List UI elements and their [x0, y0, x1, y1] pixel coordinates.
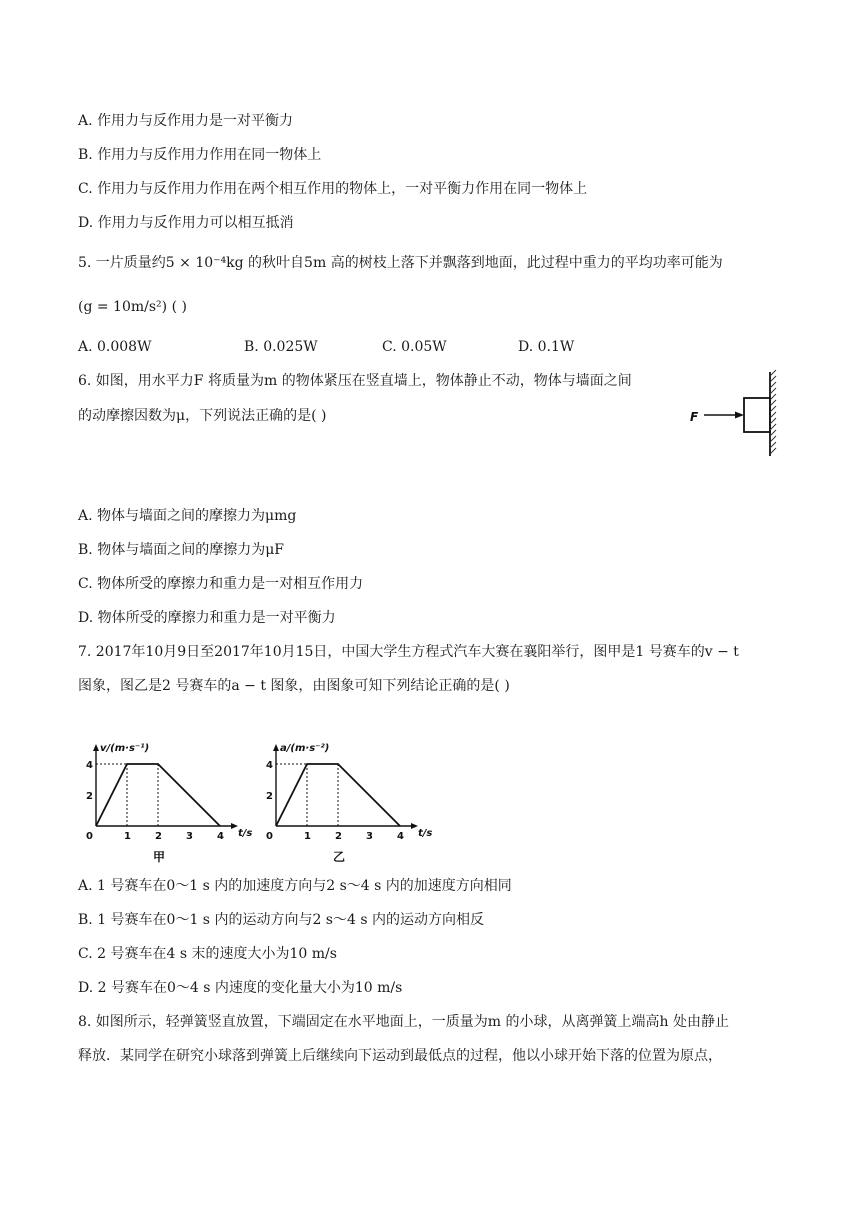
q4-option-d: D. 作用力与反作用力可以相互抵消	[78, 215, 294, 231]
block	[744, 398, 770, 432]
x-tick-label: 4	[217, 831, 224, 842]
q6-option-c: C. 物体所受的摩擦力和重力是一对相互作用力	[78, 576, 364, 592]
chart-caption: 乙	[333, 850, 346, 864]
chart-jia	[84, 740, 264, 870]
x-tick-label: 2	[155, 831, 162, 842]
q5-option-c: C. 0.05W	[382, 339, 447, 355]
x-axis-label: t/s	[418, 828, 433, 839]
q6-option-b: B. 物体与墙面之间的摩擦力为μF	[78, 542, 285, 558]
q4-option-a: A. 作用力与反作用力是一对平衡力	[78, 113, 294, 129]
q5-option-d: D. 0.1W	[518, 339, 575, 355]
y-axis-label: v/(m·s⁻¹)	[100, 743, 150, 754]
q7-stem-line1: 7. 2017年10月9日至2017年10月15日，中国大学生方程式汽车大赛在襄阳举行，图甲是1 号赛车的v − t	[78, 644, 739, 660]
q8-stem-line2: 释放．某同学在研究小球落到弹簧上后继续向下运动到最低点的过程，他以小球开始下落的位置为原点，	[78, 1048, 722, 1064]
q4-option-c: C. 作用力与反作用力作用在两个相互作用的物体上，一对平衡力作用在同一物体上	[78, 181, 588, 197]
x-axis-label: t/s	[238, 828, 253, 839]
force-label: F	[690, 410, 699, 424]
q8-stem-line1: 8. 如图所示，轻弹簧竖直放置，下端固定在水平地面上，一质量为m 的小球，从离弹簧上端高h 处由静止	[78, 1014, 729, 1030]
y-axis-arrow	[93, 744, 99, 751]
q7-option-b: B. 1 号赛车在0～1 s 内的运动方向与2 s～4 s 内的运动方向相反	[78, 912, 484, 928]
q4-option-b: B. 作用力与反作用力作用在同一物体上	[78, 147, 322, 163]
q7-option-a: A. 1 号赛车在0～1 s 内的加速度方向与2 s～4 s 内的加速度方向相同	[78, 878, 512, 894]
q5-stem-line1: 5. 一片质量约5 × 10⁻⁴kg 的秋叶自5m 高的树枝上落下并飘落到地面，此过程中重力的平均功率可能为	[78, 255, 723, 271]
force-arrowhead	[735, 412, 744, 419]
x-tick-label: 1	[124, 831, 131, 842]
y-axis-arrow	[273, 744, 279, 751]
y-axis-label: a/(m·s⁻²)	[280, 743, 330, 754]
x-tick-label: 3	[366, 831, 373, 842]
x-tick-label: 0	[86, 831, 93, 842]
q5-option-b: B. 0.025W	[244, 339, 318, 355]
q7-option-c: C. 2 号赛车在4 s 末的速度大小为10 m/s	[78, 946, 337, 962]
q6-stem-line2: 的动摩擦因数为μ，下列说法正确的是( )	[78, 408, 327, 424]
y-tick-label: 4	[266, 760, 273, 771]
y-tick-label: 2	[266, 791, 273, 802]
x-axis-arrow	[411, 823, 418, 829]
q6-option-a: A. 物体与墙面之间的摩擦力为μmg	[78, 508, 297, 524]
x-axis-arrow	[231, 823, 238, 829]
q7-stem-line2: 图象，图乙是2 号赛车的a − t 图象，由图象可知下列结论正确的是( )	[78, 678, 510, 694]
x-tick-label: 1	[304, 831, 311, 842]
x-tick-label: 2	[335, 831, 342, 842]
q5-option-a: A. 0.008W	[78, 339, 152, 355]
q6-option-d: D. 物体所受的摩擦力和重力是一对平衡力	[78, 610, 336, 626]
force-wall-figure	[680, 368, 780, 464]
q6-stem-line1: 6. 如图，用水平力F 将质量为m 的物体紧压在竖直墙上，物体静止不动，物体与墙面之间	[78, 373, 632, 389]
y-tick-label: 2	[86, 791, 93, 802]
q7-option-d: D. 2 号赛车在0～4 s 内速度的变化量大小为10 m/s	[78, 980, 403, 996]
x-tick-label: 4	[397, 831, 404, 842]
chart-yi	[264, 740, 444, 870]
q5-stem-line2: (g = 10m/s²) ( )	[78, 299, 187, 315]
x-tick-label: 3	[186, 831, 193, 842]
chart-caption: 甲	[153, 850, 166, 864]
y-tick-label: 4	[86, 760, 93, 771]
x-tick-label: 0	[266, 831, 273, 842]
wall-hatching	[770, 370, 776, 454]
